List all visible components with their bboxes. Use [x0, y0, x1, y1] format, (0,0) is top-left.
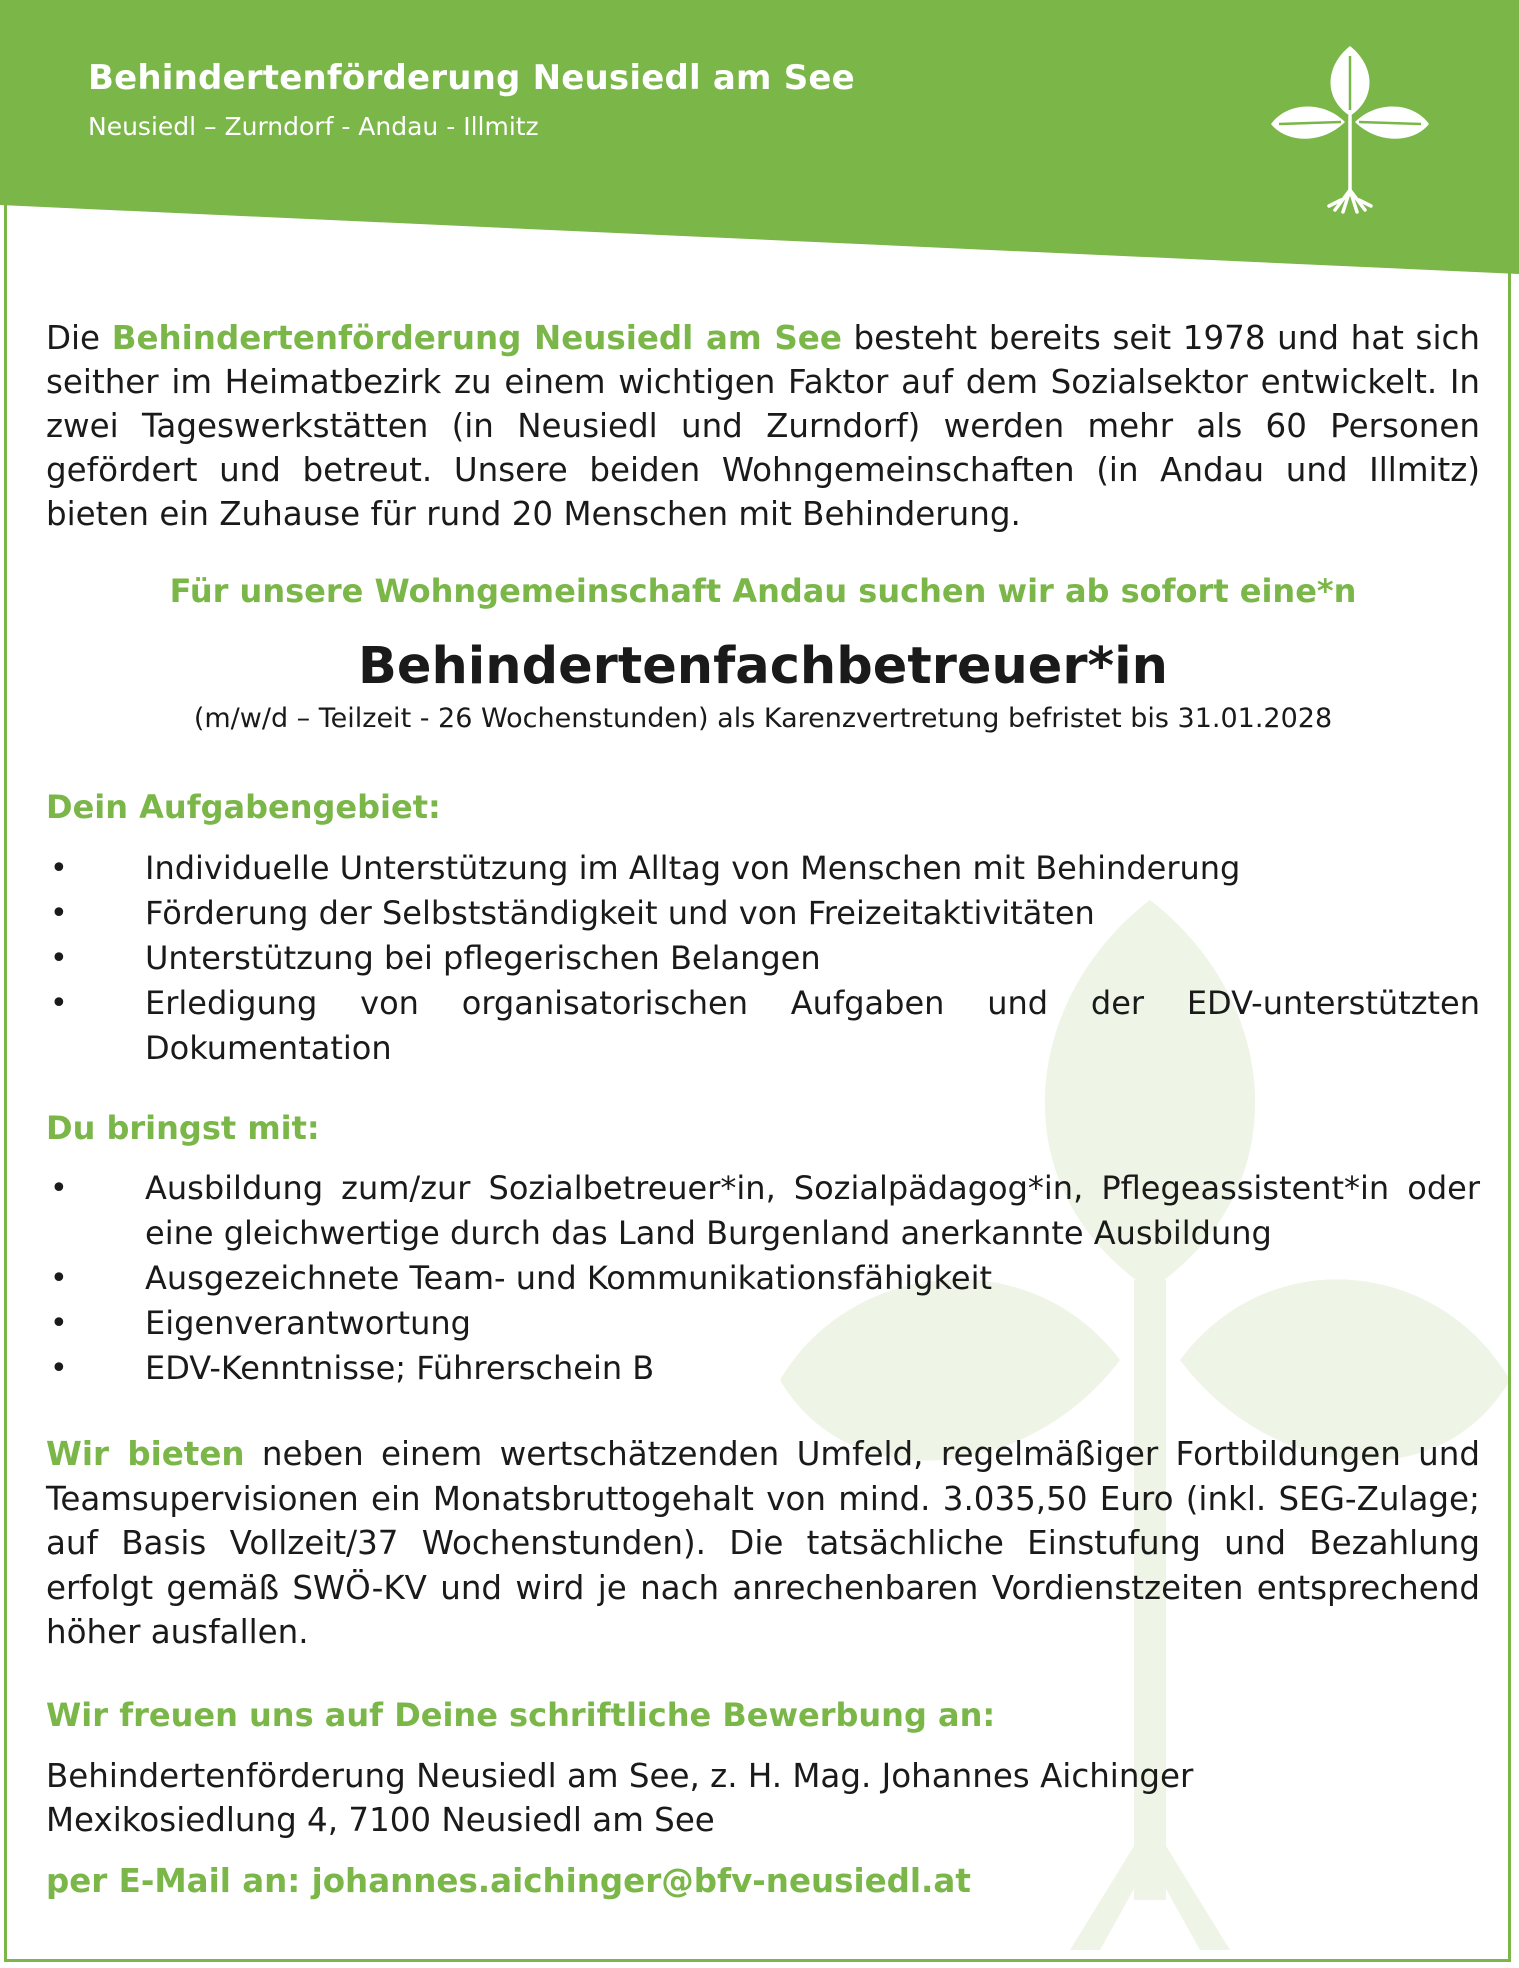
requirements-heading: Du bringst mit:: [46, 1109, 320, 1147]
list-item: • Erledigung von organisatorischen Aufgaben und der EDV-unterstützten Dokumentation: [50, 984, 1480, 1067]
address-line: Behindertenförderung Neusiedl am See, z. H. Mag. Johannes Aichinger: [46, 1757, 1194, 1795]
list-item: • Eigenverantwortung: [50, 1304, 471, 1342]
application-heading: Wir freuen uns auf Deine schriftliche Bewerbung an:: [46, 1696, 996, 1734]
list-item: • Unterstützung bei pflegerischen Belangen: [50, 939, 821, 977]
intro-org-highlight: Behindertenförderung Neusiedl am See: [111, 319, 842, 357]
offer-paragraph: Wir bieten neben einem wertschätzenden Umfeld, regelmäßiger Fortbildungen und Teamsupervisionen ein Monatsbruttogehalt von mind. 3.035,50 Euro (inkl. SEG-Zulage; auf Basis Vollzeit/37 Wochenstunden). Die tatsächliche Einstufung und Bezahlung erfolgt gemäß SWÖ-KV und wird je nach anrechenbaren Vordienstzeiten entsprechend höher ausfallen.: [46, 1435, 1480, 1651]
job-title: Behindertenfachbetreuer*in: [358, 637, 1168, 696]
contact-address: [46, 1754, 1480, 1842]
org-name: Behindertenförderung Neusiedl am See: [88, 58, 855, 98]
address-line: Mexikosiedlung 4, 7100 Neusiedl am See: [46, 1801, 715, 1839]
email-line: per E-Mail an: johannes.aichinger@bfv-neusiedl.at: [46, 1862, 971, 1900]
email-link[interactable]: johannes.aichinger@bfv-neusiedl.at: [311, 1862, 971, 1900]
search-line: Für unsere Wohngemeinschaft Andau suchen wir ab sofort eine*n: [169, 572, 1357, 610]
list-item: • Förderung der Selbstständigkeit und von Freizeitaktivitäten: [50, 894, 1095, 932]
list-item: • Ausgezeichnete Team- und Kommunikationsfähigkeit: [50, 1259, 992, 1297]
list-item: • Individuelle Unterstützung im Alltag von Menschen mit Behinderung: [50, 849, 1241, 887]
org-locations: Neusiedl – Zurndorf - Andau - Illmitz: [88, 112, 539, 141]
list-item: • Ausbildung zum/zur Sozialbetreuer*in, Sozialpädagog*in, Pflegeassistent*in oder eine gleichwertige durch das Land Burgenland anerkannte Ausbildung: [50, 1169, 1480, 1252]
offer-lead: Wir bieten: [46, 1435, 245, 1473]
requirements-list: [46, 1166, 1480, 1391]
intro-paragraph: Die Behindertenförderung Neusiedl am See besteht bereits seit 1978 und hat sich seither im Heimatbezirk zu einem wichtigen Faktor auf dem Sozialsektor entwickelt. In zwei Tageswerkstätten (in Neusiedl und Zurndorf) werden mehr als 60 Personen gefördert und betreut. Unsere beiden Wohngemeinschaften (in Andau und Illmitz) bieten ein Zuhause für rund 20 Menschen mit Behinderung.: [46, 319, 1480, 533]
list-item: • EDV-Kenntnisse; Führerschein B: [50, 1349, 655, 1387]
tasks-heading: Dein Aufgabengebiet:: [46, 788, 441, 826]
job-subtitle: (m/w/d – Teilzeit - 26 Wochenstunden) als Karenzvertretung befristet bis 31.01.2028: [193, 703, 1333, 734]
tasks-list: [46, 846, 1480, 1071]
